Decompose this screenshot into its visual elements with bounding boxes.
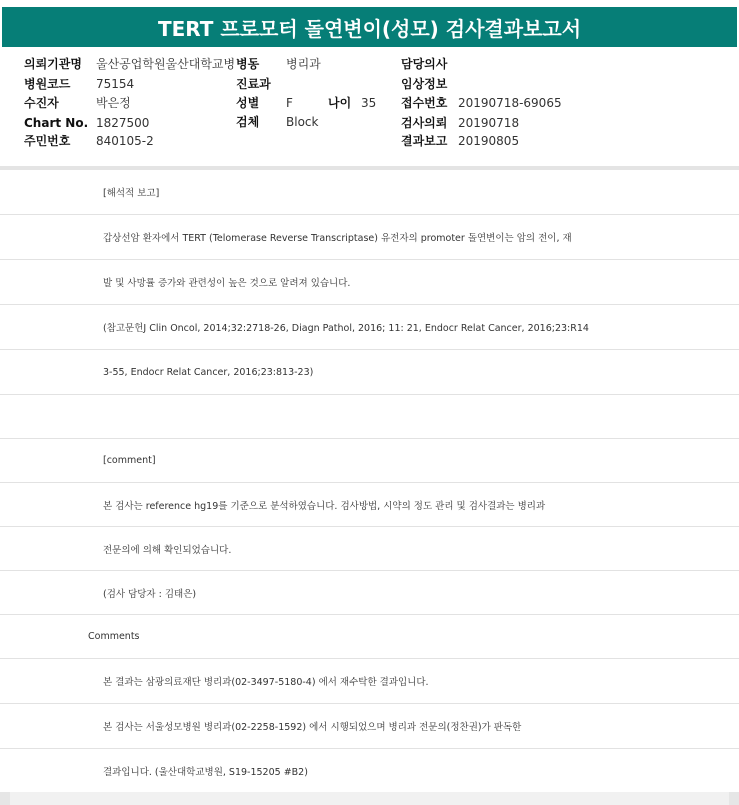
hospital-code-label: 병원코드: [24, 77, 71, 91]
report-line: [0, 571, 739, 615]
specimen-value: Block: [286, 115, 319, 129]
report-date-label: 결과보고: [401, 134, 448, 148]
sex-value: F: [286, 96, 293, 110]
report-line-text: 갑상선암 환자에서 TERT (Telomerase Reverse Transcriptase) 유전자의 promoter 돌연변이는 암의 전이, 재: [103, 233, 572, 244]
patient-info-header: [0, 50, 739, 166]
report-line: [0, 395, 739, 439]
report-line: [0, 483, 739, 527]
clinical-info-label: 임상정보: [401, 77, 448, 91]
report-line: [0, 749, 739, 792]
age-value: 35: [361, 96, 377, 110]
department-label: 진료과: [236, 77, 271, 91]
report-line: [0, 350, 739, 395]
ssn-label: 주민번호: [24, 134, 71, 148]
bottom-scrollbar-track[interactable]: [0, 792, 739, 805]
report-line: [0, 260, 739, 305]
report-date-value: 20190805: [458, 134, 520, 148]
accession-label: 접수번호: [401, 96, 448, 110]
report-line-text: (참고문헌J Clin Oncol, 2014;32:2718-26, Diagn Pathol, 2016; 11: 21, Endocr Relat Cancer, 2016;23:R14: [103, 323, 589, 334]
patient-value: 박은정: [96, 96, 131, 110]
report-line: [0, 170, 739, 215]
chart-no-label: Chart No.: [24, 116, 89, 130]
patient-label: 수진자: [24, 96, 59, 110]
report-line-text: 3-55, Endocr Relat Cancer, 2016;23:813-23): [103, 366, 314, 378]
ward-value: 병리과: [286, 57, 321, 71]
hospital-code-value: 75154: [96, 77, 135, 91]
doctor-label: 담당의사: [401, 57, 448, 71]
specimen-label: 검체: [236, 115, 260, 129]
report-line: [0, 615, 739, 659]
ward-label: 병동: [236, 57, 260, 71]
institution-value: 울산공업학원울산대학교병: [96, 57, 236, 71]
ssn-value: 840105-2: [96, 134, 154, 148]
report-line: [0, 704, 739, 749]
report-body: [0, 170, 739, 792]
report-line-text: 결과입니다. (울산대학교병원, S19-15205 #B2): [103, 766, 308, 778]
report-line-text: 본 결과는 삼광의료재단 병리과(02-3497-5180-4) 에서 재수탁한 결과입니다.: [103, 677, 429, 688]
report-line-text: 본 검사는 서울성모병원 병리과(02-2258-1592) 에서 시행되었으며 병리과 전문의(정찬권)가 판독한: [103, 722, 522, 733]
institution-label: 의뢰기관명: [24, 57, 82, 71]
chart-no-value: 1827500: [96, 116, 150, 130]
report-line-text: 발 및 사망률 증가와 관련성이 높은 것으로 알려져 있습니다.: [103, 278, 351, 289]
report-line: [0, 527, 739, 571]
bottom-scrollbar-thumb[interactable]: [10, 792, 729, 805]
report-line-text: [comment]: [103, 455, 156, 466]
report-line: [0, 439, 739, 483]
report-title: TERT 프로모터 돌연변이(성모) 검사결과보고서: [2, 7, 737, 47]
report-line: [0, 659, 739, 704]
sex-label: 성별: [236, 96, 260, 110]
age-label: 나이: [328, 96, 352, 110]
report-line: [0, 305, 739, 350]
report-line-text: [해석적 보고]: [103, 188, 160, 199]
report-line-text: 전문의에 의해 확인되었습니다.: [103, 544, 232, 556]
report-line-text: (검사 담당자 : 김태은): [103, 588, 197, 600]
request-date-value: 20190718: [458, 116, 520, 130]
report-line: [0, 215, 739, 260]
report-line-text: Comments: [88, 631, 140, 642]
report-line-text: 본 검사는 reference hg19를 기준으로 분석하였습니다. 검사방법, 시약의 정도 관리 및 검사결과는 병리과: [103, 500, 546, 512]
request-date-label: 검사의뢰: [401, 116, 448, 130]
accession-value: 20190718-69065: [458, 96, 562, 110]
